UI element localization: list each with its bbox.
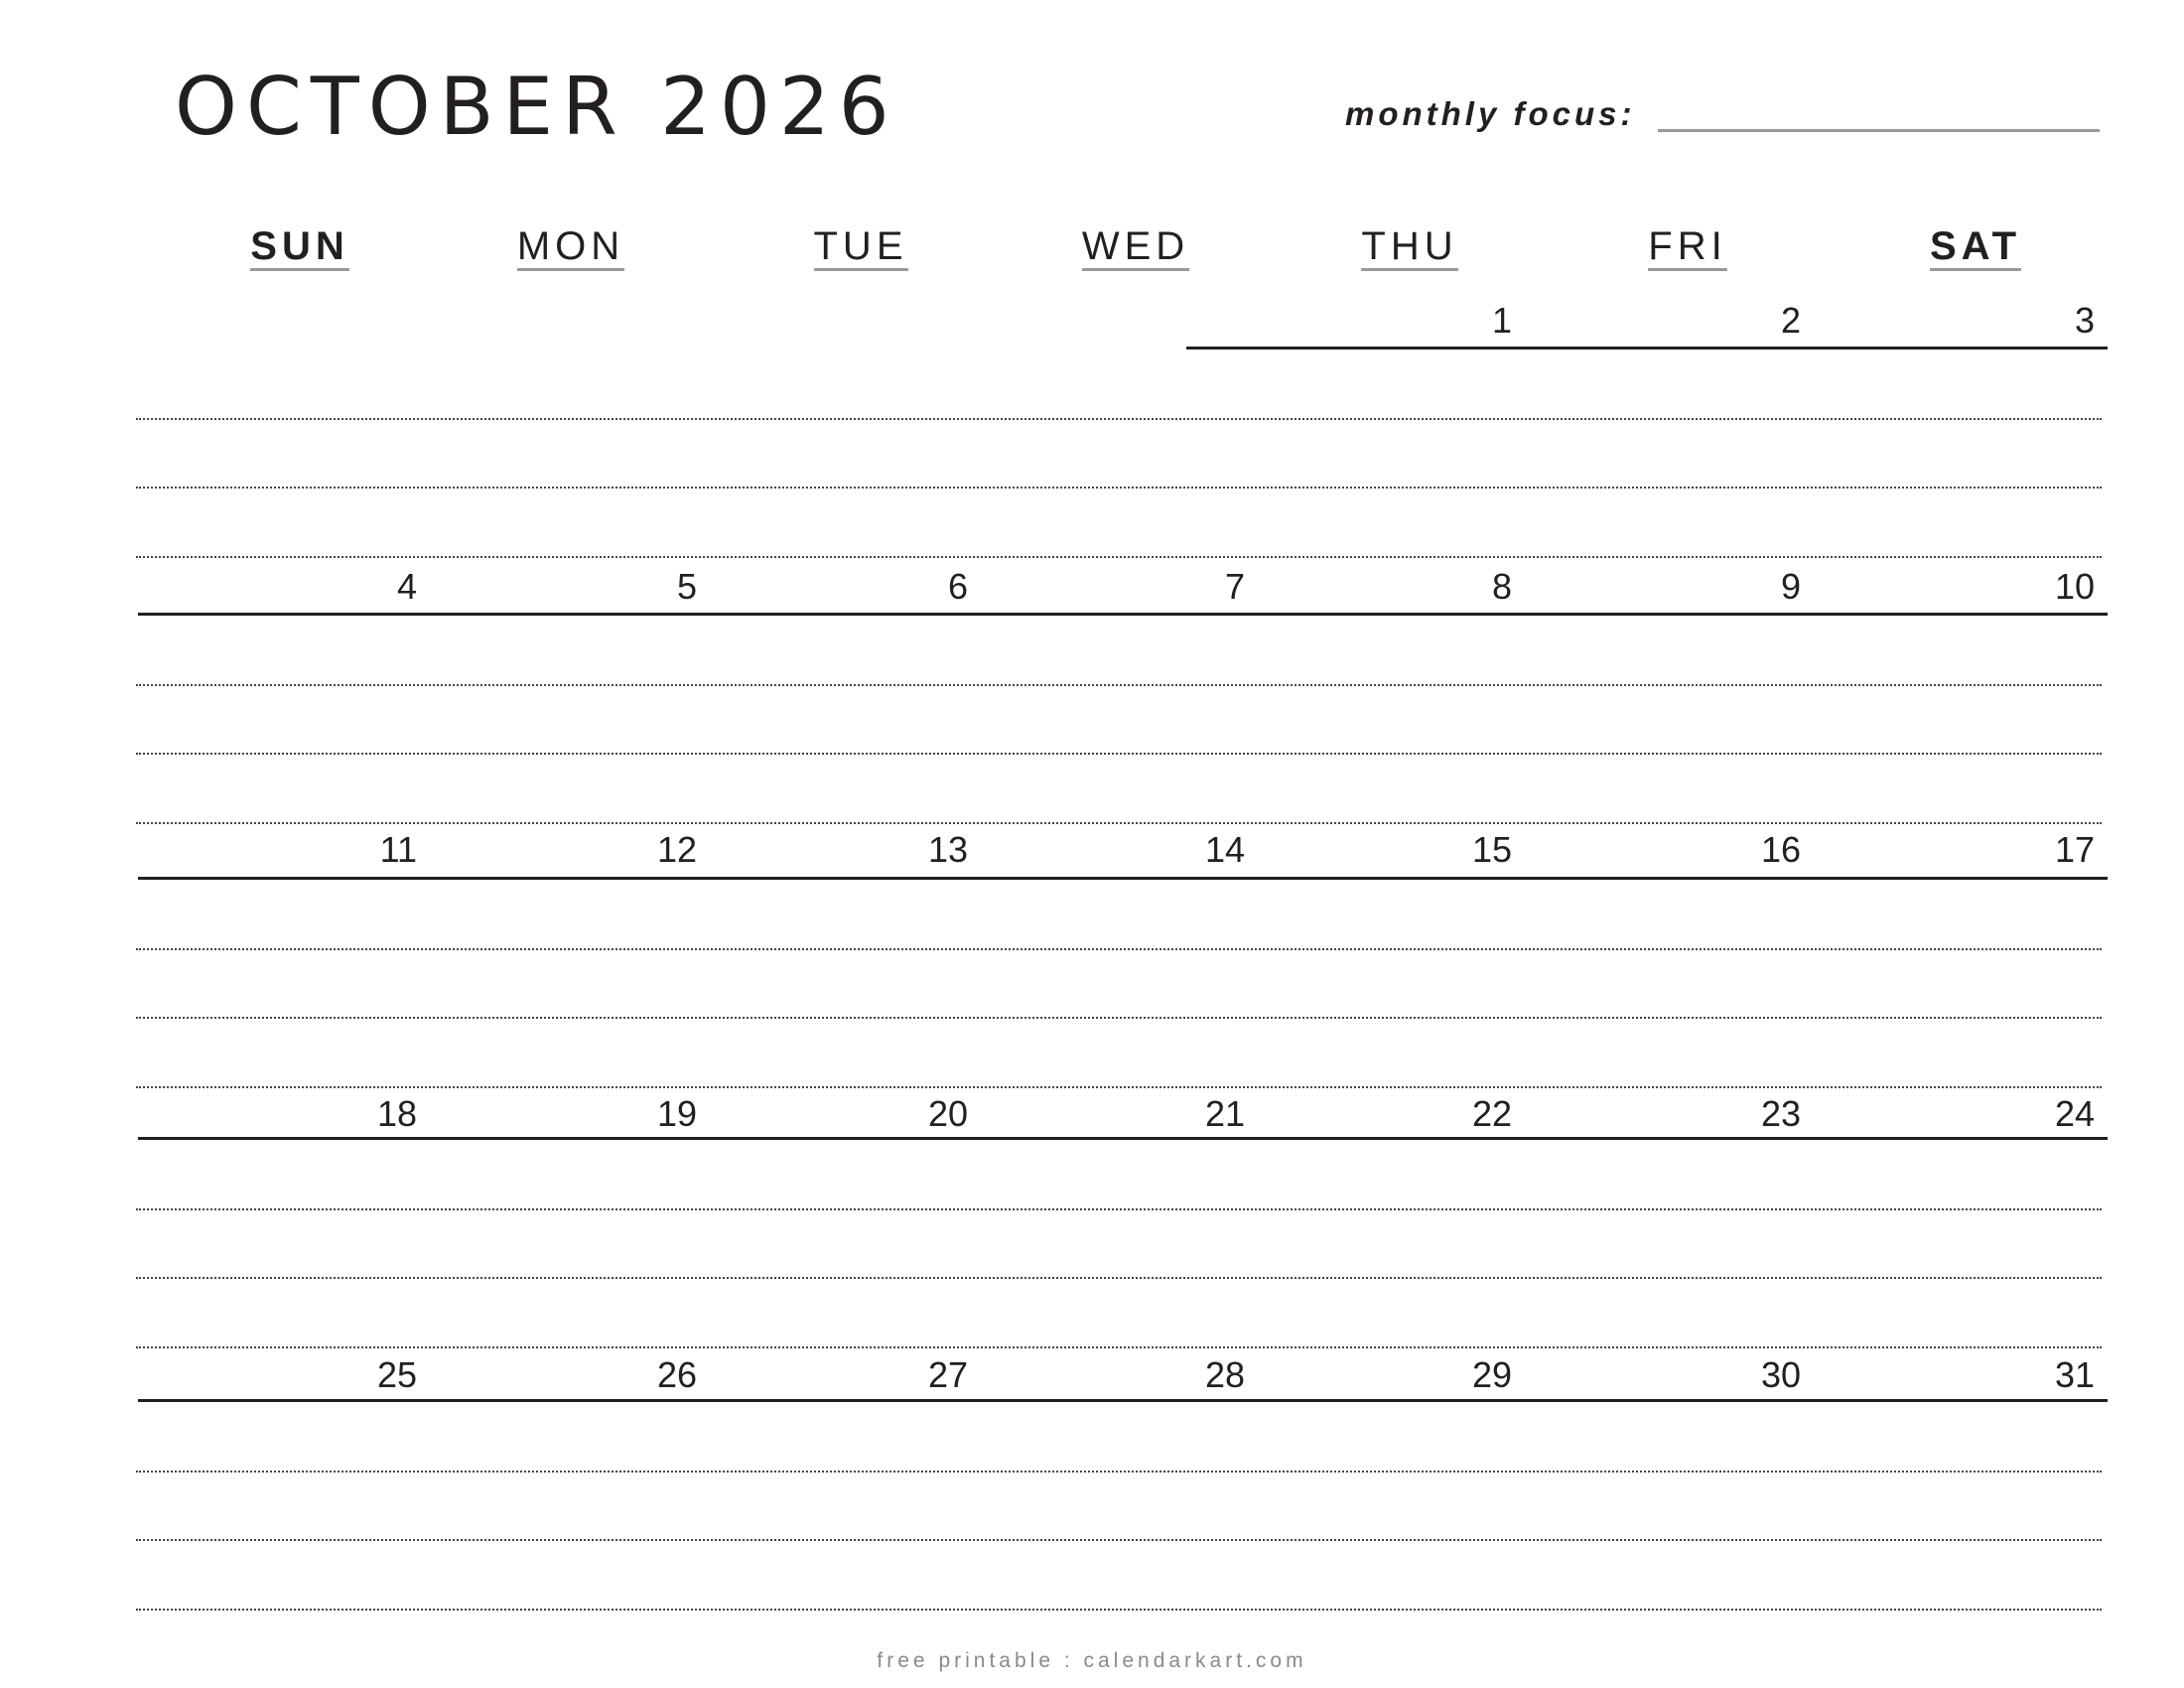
note-writing-line bbox=[136, 556, 2102, 558]
note-writing-line bbox=[136, 1346, 2102, 1348]
day-number: 1 bbox=[1491, 300, 1512, 341]
day-number: 23 bbox=[1760, 1093, 1801, 1134]
weekday-label: TUE bbox=[814, 226, 908, 271]
week-divider-line bbox=[138, 1137, 2108, 1140]
day-number: 3 bbox=[2074, 300, 2095, 341]
day-number: 20 bbox=[927, 1093, 968, 1134]
week-divider-line bbox=[138, 1399, 2108, 1402]
day-number: 7 bbox=[1224, 566, 1245, 607]
weekday-header-thu bbox=[1310, 226, 1509, 271]
day-number: 30 bbox=[1760, 1354, 1801, 1395]
note-writing-line bbox=[136, 418, 2102, 420]
monthly-focus-write-line bbox=[1658, 129, 2100, 132]
note-writing-line bbox=[136, 1017, 2102, 1019]
day-number: 11 bbox=[379, 829, 417, 870]
day-number: 10 bbox=[2054, 566, 2095, 607]
day-number: 6 bbox=[947, 566, 968, 607]
footer-credit: free printable : calendarkart.com bbox=[877, 1649, 1307, 1672]
week-divider-line bbox=[138, 613, 2108, 616]
day-number: 12 bbox=[656, 829, 697, 870]
note-writing-line bbox=[136, 948, 2102, 950]
day-number: 17 bbox=[2054, 829, 2095, 870]
day-number: 9 bbox=[1780, 566, 1801, 607]
day-number: 19 bbox=[656, 1093, 697, 1134]
day-number: 5 bbox=[676, 566, 697, 607]
weekday-label: MON bbox=[517, 226, 624, 271]
weekday-header-wed bbox=[1036, 226, 1235, 271]
weekday-label: SAT bbox=[1930, 226, 2021, 271]
note-writing-line bbox=[136, 487, 2102, 489]
weekday-header-fri bbox=[1588, 226, 1787, 271]
weekday-header-sun bbox=[201, 226, 399, 271]
day-number: 2 bbox=[1780, 300, 1801, 341]
day-number: 25 bbox=[376, 1354, 417, 1395]
month-title: OCTOBER 2026 bbox=[175, 61, 898, 153]
day-number: 16 bbox=[1760, 829, 1801, 870]
note-writing-line bbox=[136, 1086, 2102, 1088]
weekday-header-mon bbox=[472, 226, 670, 271]
note-writing-line bbox=[136, 1539, 2102, 1541]
monthly-focus-label: monthly focus: bbox=[1345, 95, 1636, 132]
weekday-label: WED bbox=[1082, 226, 1189, 271]
day-number: 26 bbox=[656, 1354, 697, 1395]
week-divider-line bbox=[138, 877, 2108, 880]
weekday-header-sat bbox=[1876, 226, 2075, 271]
day-number: 8 bbox=[1491, 566, 1512, 607]
day-number: 27 bbox=[927, 1354, 968, 1395]
weekday-label: THU bbox=[1361, 226, 1457, 271]
note-writing-line bbox=[136, 1277, 2102, 1279]
day-number: 28 bbox=[1204, 1354, 1245, 1395]
week-divider-line bbox=[1186, 347, 2108, 350]
day-number: 31 bbox=[2054, 1354, 2095, 1395]
note-writing-line bbox=[136, 684, 2102, 686]
day-number: 15 bbox=[1471, 829, 1512, 870]
day-number: 18 bbox=[376, 1093, 417, 1134]
day-number: 13 bbox=[927, 829, 968, 870]
weekday-label: FRI bbox=[1648, 226, 1726, 271]
day-number: 22 bbox=[1471, 1093, 1512, 1134]
weekday-label: SUN bbox=[250, 226, 348, 271]
note-writing-line bbox=[136, 1471, 2102, 1473]
note-writing-line bbox=[136, 822, 2102, 824]
day-number: 29 bbox=[1471, 1354, 1512, 1395]
weekday-header-tue bbox=[761, 226, 960, 271]
day-number: 21 bbox=[1204, 1093, 1245, 1134]
note-writing-line bbox=[136, 1609, 2102, 1611]
note-writing-line bbox=[136, 753, 2102, 755]
day-number: 4 bbox=[396, 566, 417, 607]
day-number: 14 bbox=[1204, 829, 1245, 870]
day-number: 24 bbox=[2054, 1093, 2095, 1134]
note-writing-line bbox=[136, 1208, 2102, 1210]
